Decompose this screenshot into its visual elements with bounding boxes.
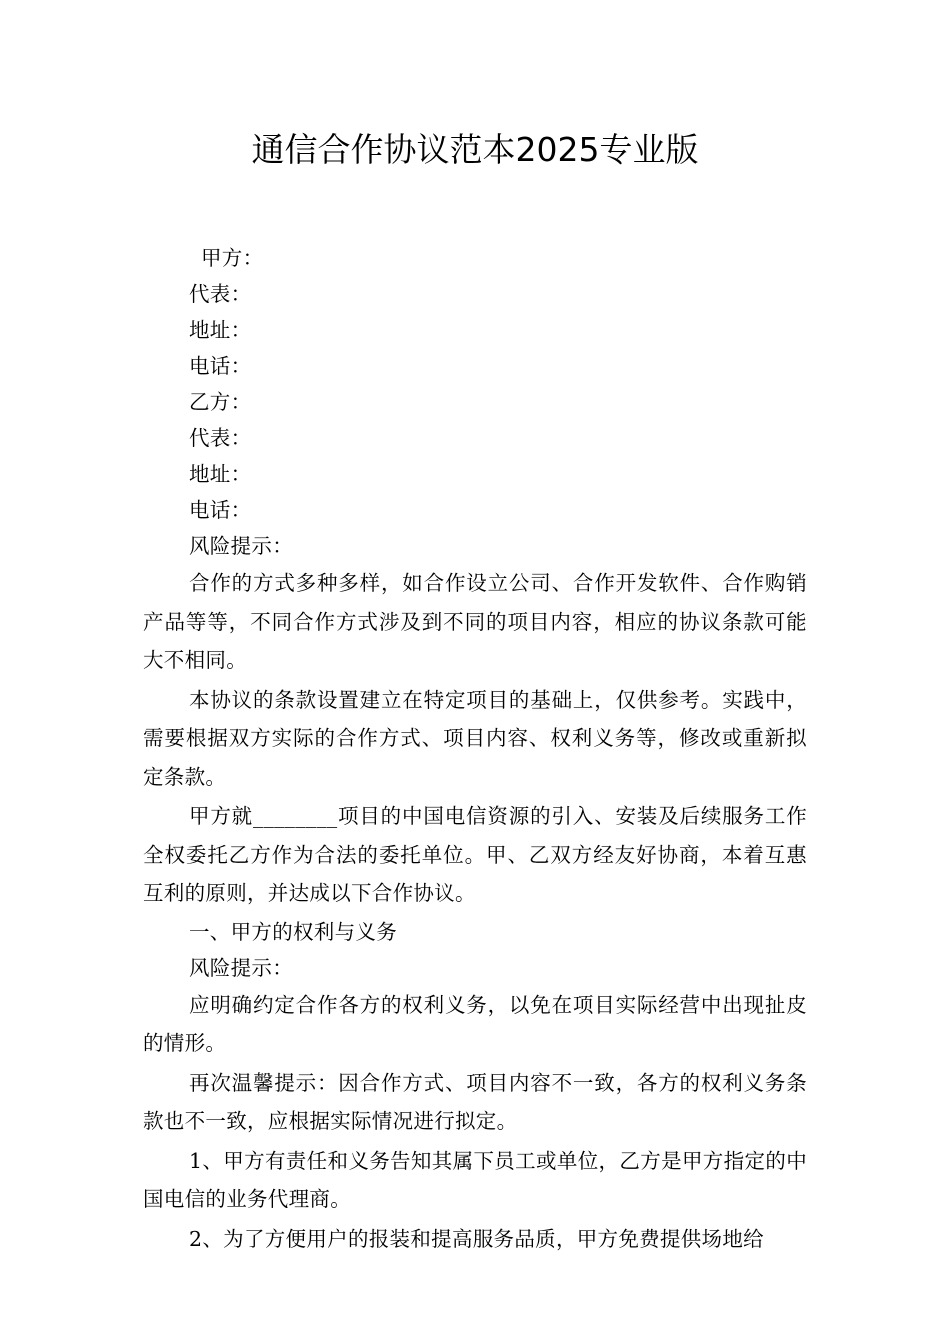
risk-notice-label: 风险提示： <box>189 534 293 558</box>
reminder-paragraph: 再次温馨提示：因合作方式、项目内容不一致，各方的权利义务条款也不一致，应根据实际情况进行拟定。 <box>143 1070 807 1133</box>
party-a-phone-label: 电话： <box>189 354 252 378</box>
party-a-label: 甲方： <box>201 246 264 270</box>
party-a-representative-label: 代表： <box>189 282 252 306</box>
party-b-phone-label: 电话： <box>189 498 252 522</box>
cooperation-methods-paragraph: 合作的方式多种多样，如合作设立公司、合作开发软件、合作购销产品等等，不同合作方式涉及到不同的项目内容，相应的协议条款可能大不相同。 <box>143 571 807 672</box>
terms-reference-paragraph: 本协议的条款设置建立在特定项目的基础上，仅供参考。实践中，需要根据双方实际的合作方式、项目内容、权利义务等，修改或重新拟定条款。 <box>143 687 807 789</box>
party-b-representative-label: 代表： <box>189 426 252 450</box>
document-body <box>143 240 807 1259</box>
party-b-address-label: 地址： <box>189 462 252 486</box>
document-title: 通信合作协议范本2025专业版 <box>251 130 699 169</box>
delegation-paragraph: 甲方就________项目的中国电信资源的引入、安装及后续服务工作全权委托乙方作为合法的委托单位。甲、乙双方经友好协商，本着互惠互利的原则，并达成以下合作协议。 <box>143 804 807 905</box>
clause-1-paragraph: 1、甲方有责任和义务告知其属下员工或单位，乙方是甲方指定的中国电信的业务代理商。 <box>143 1148 807 1211</box>
clause-2-paragraph: 2、为了方便用户的报装和提高服务品质，甲方免费提供场地给 <box>189 1226 764 1251</box>
risk-notice-label: 风险提示： <box>189 955 293 980</box>
party-a-address-label: 地址： <box>189 318 252 342</box>
party-b-label: 乙方： <box>189 390 252 414</box>
section-heading-party-a-rights: 一、甲方的权利与义务 <box>189 919 397 944</box>
rights-obligations-paragraph: 应明确约定合作各方的权利义务，以免在项目实际经营中出现扯皮的情形。 <box>143 992 807 1055</box>
